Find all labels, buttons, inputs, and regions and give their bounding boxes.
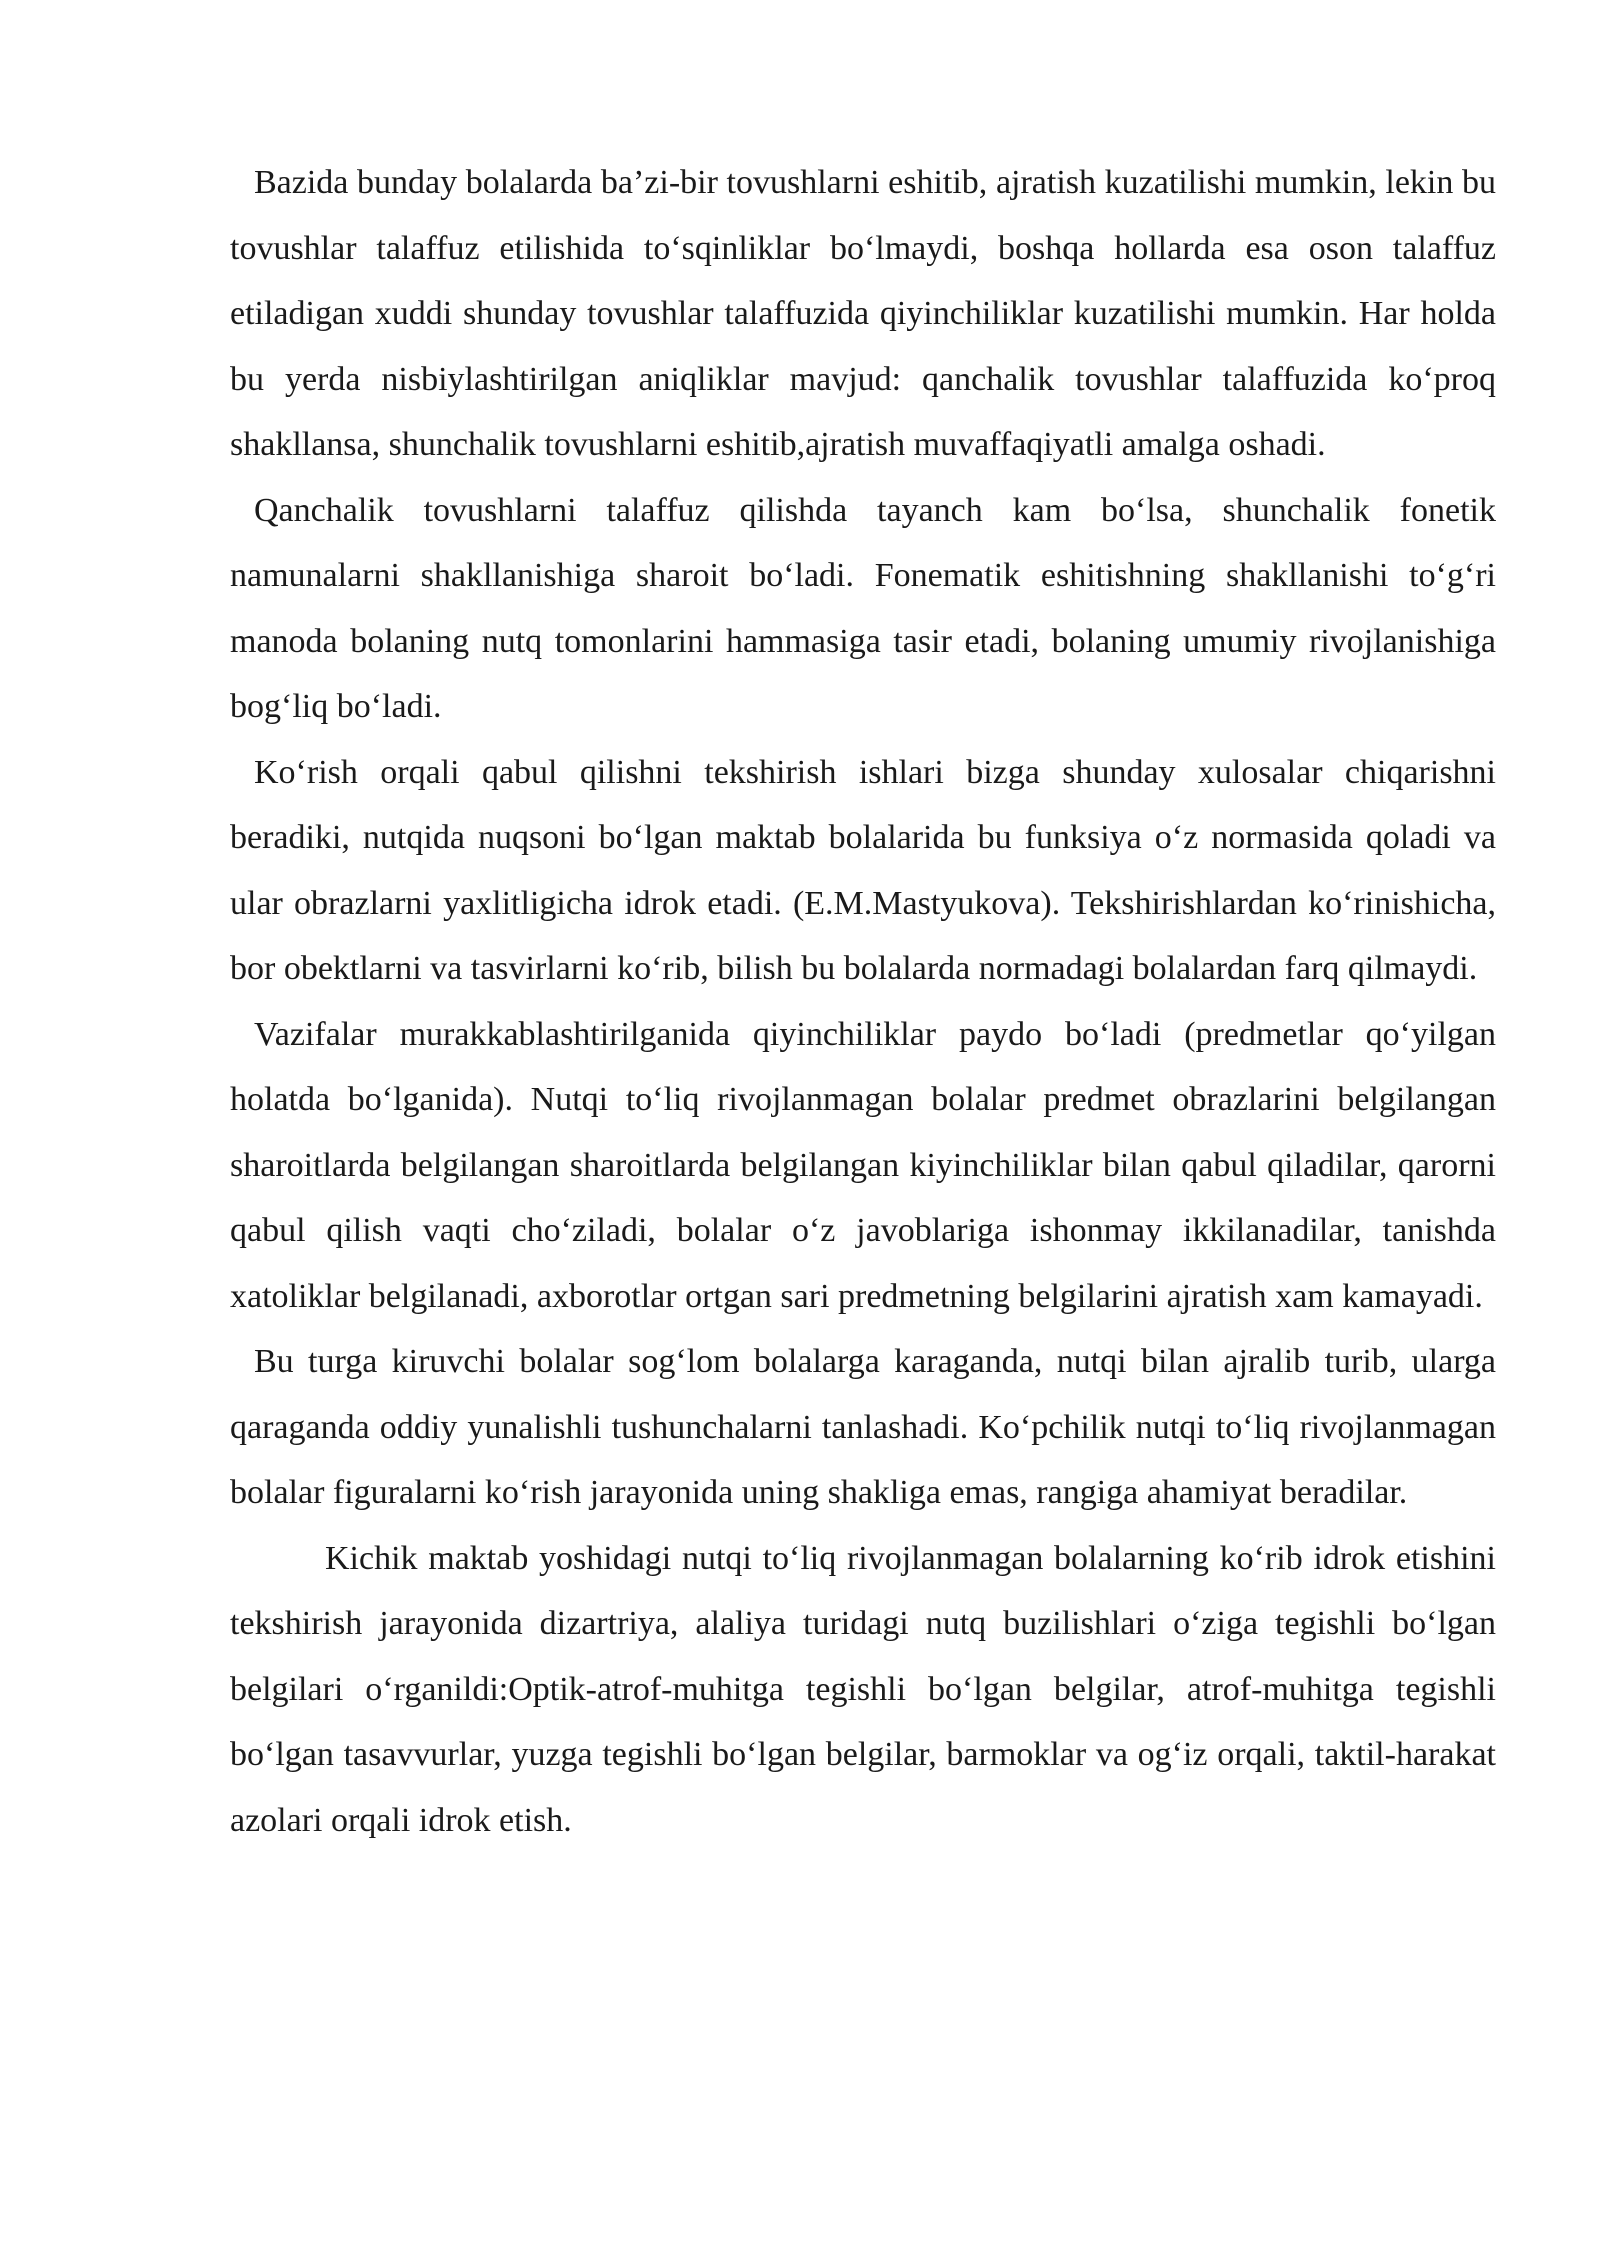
paragraph: Vazifalar murakkablashtirilganida qiyinchiliklar paydo bo‘ladi (predmetlar qo‘yilgan holatda bo‘lganida). Nutqi to‘liq rivojlanmagan bolalar predmet obrazlarini belgilangan sharoitlarda belgilangan sharoitlarda belgilangan kiyinchiliklar bilan qabul qiladilar, qarorni qabul qilish vaqti cho‘ziladi, bolalar o‘z javoblariga ishonmay ikkilanadilar, tanishda xatoliklar belgilanadi, axborotlar ortgan sari predmetning belgilarini ajratish xam kamayadi. — [230, 1015, 1496, 1315]
paragraph: Bu turga kiruvchi bolalar sog‘lom bolalarga karaganda, nutqi bilan ajralib turib, ularga qaraganda oddiy yunalishli tushunchalarni tanlashadi. Ko‘pchilik nutqi to‘liq rivojlanmagan bolalar figuralarni ko‘rish jarayonida uning shakliga emas, rangiga ahamiyat beradilar. — [230, 1343, 1496, 1511]
paragraph: Ko‘rish orqali qabul qilishni tekshirish ishlari bizga shunday xulosalar chiqarishni beradiki, nutqida nuqsoni bo‘lgan maktab bolalarida bu funksiya o‘z normasida qoladi va ular obrazlarni yaxlitligicha idrok etadi. (E.M.Mastyukova). Tekshirishlardan ko‘rinishicha, bor obektlarni va tasvirlarni ko‘rib, bilish bu bolalarda normadagi bolalardan farq qilmaydi. — [230, 753, 1496, 987]
paragraph: Bazida bunday bolalarda ba’zi-bir tovushlarni eshitib, ajratish kuzatilishi mumkin, lekin bu tovushlar talaffuz etilishida to‘sqinliklar bo‘lmaydi, boshqa hollarda esa oson talaffuz etiladigan xuddi shunday tovushlar talaffuzida qiyinchiliklar kuzatilishi mumkin. Har holda bu yerda nisbiylashtirilgan aniqliklar mavjud: qanchalik tovushlar talaffuzida ko‘proq shakllansa, shunchalik tovushlarni eshitib,ajratish muvaffaqiyatli amalga oshadi. — [230, 164, 1496, 463]
paragraph: Kichik maktab yoshidagi nutqi to‘liq rivojlanmagan bolalarning ko‘rib idrok etishini tekshirish jarayonida dizartriya, alaliya turidagi nutq buzilishlari o‘ziga tegishli bo‘lgan belgilari o‘rganildi:Optik-atrof-muhitga tegishli bo‘lgan belgilar, atrof-muhitga tegishli bo‘lgan tasavvurlar, yuzga tegishli bo‘lgan belgilar, barmoklar va og‘iz orqali, taktil-harakat azolari orqali idrok etish. — [230, 1539, 1496, 1839]
document-page — [230, 150, 1496, 1853]
paragraph: Qanchalik tovushlarni talaffuz qilishda tayanch kam bo‘lsa, shunchalik fonetik namunalarni shakllanishiga sharoit bo‘ladi. Fonematik eshitishning shakllanishi to‘g‘ri manoda bolaning nutq tomonlarini hammasiga tasir etadi, bolaning umumiy rivojlanishiga bog‘liq bo‘ladi. — [230, 491, 1496, 725]
